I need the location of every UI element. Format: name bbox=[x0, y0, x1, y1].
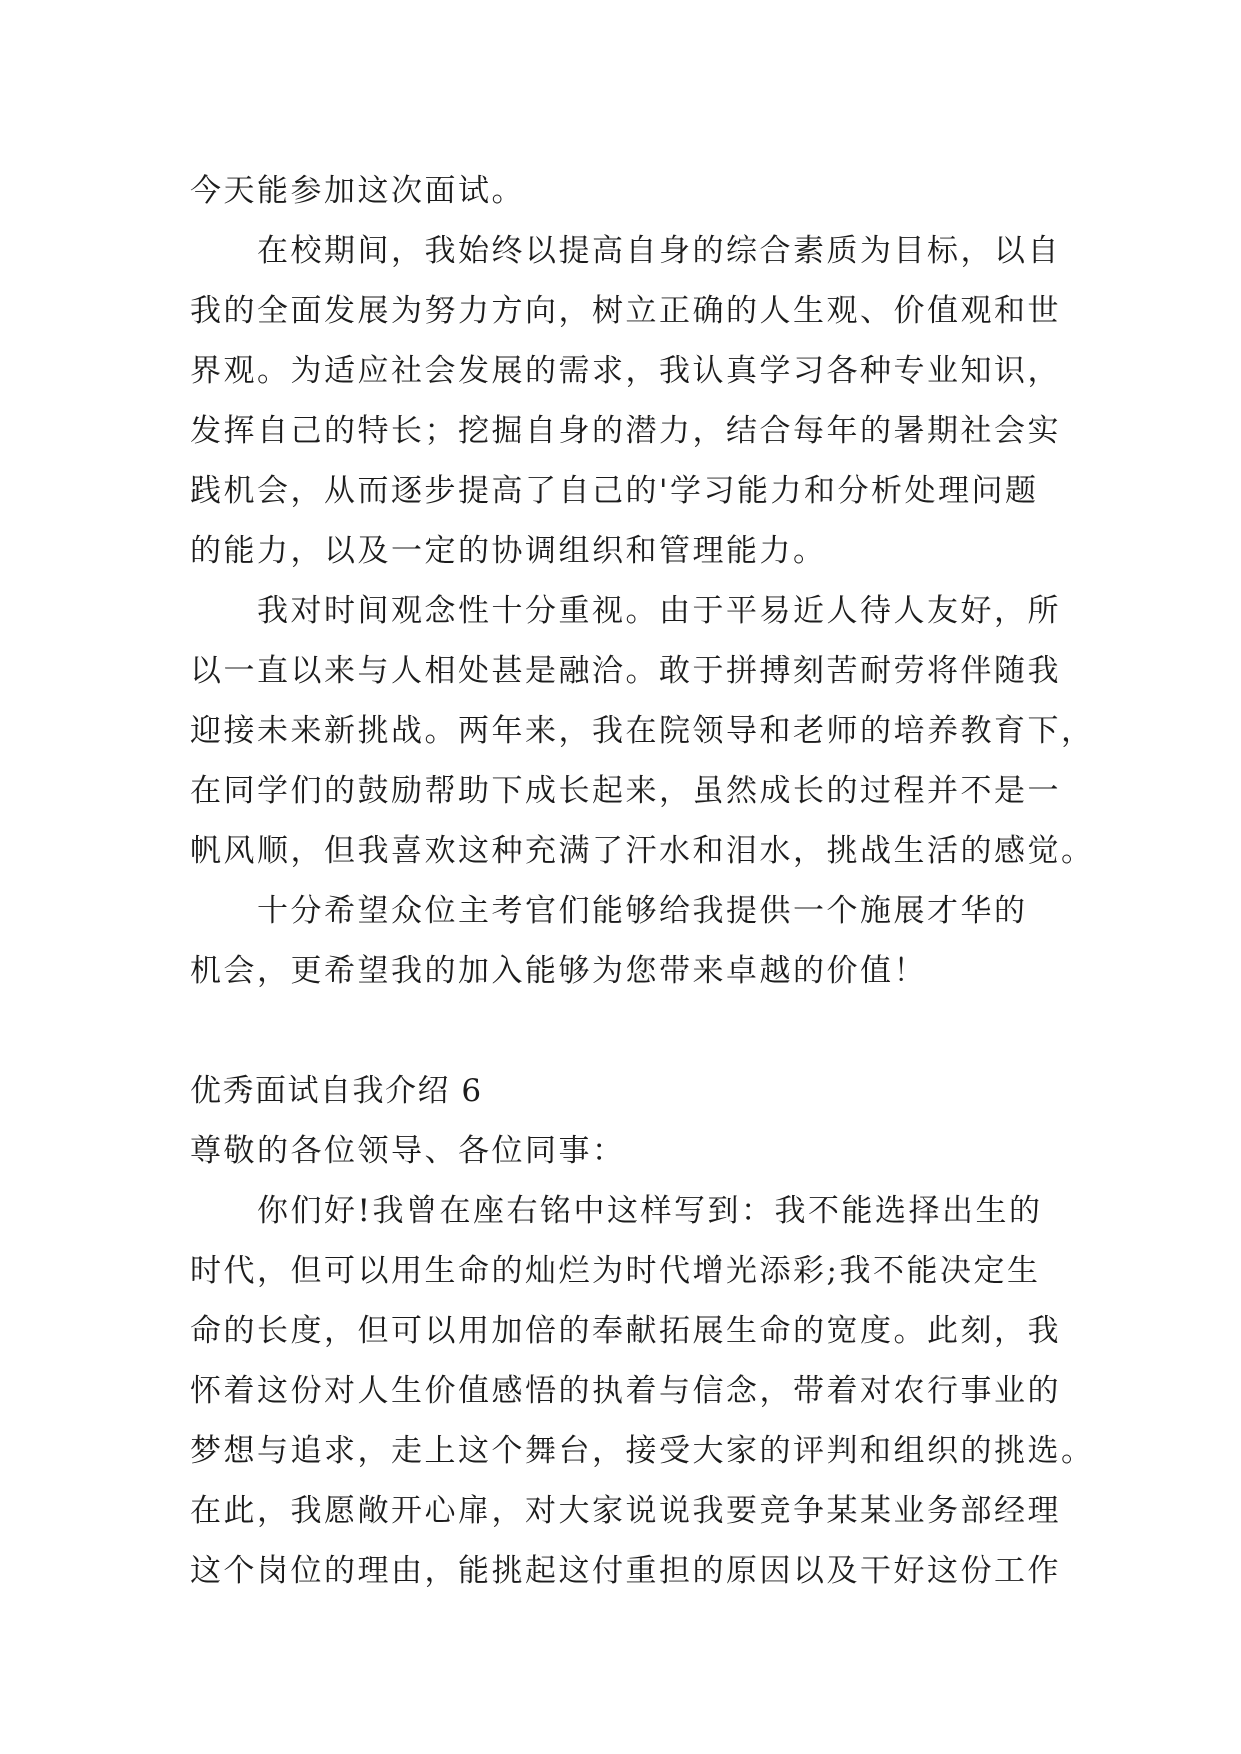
text-line: 在校期间，我始终以提高自身的综合素质为目标，以自 bbox=[190, 233, 1061, 269]
text-line: 界观。为适应社会发展的需求，我认真学习各种专业知识， bbox=[190, 353, 1061, 389]
text-line: 践机会，从而逐步提高了自己的'学习能力和分析处理问题 bbox=[190, 473, 1039, 509]
text-line: 我对时间观念性十分重视。由于平易近人待人友好，所 bbox=[190, 593, 1061, 629]
text-line: 今天能参加这次面试。 bbox=[190, 173, 525, 209]
text-line: 我的全面发展为努力方向，树立正确的人生观、价值观和世 bbox=[190, 293, 1061, 329]
text-line: 命的长度，但可以用加倍的奉献拓展生命的宽度。此刻，我 bbox=[190, 1313, 1061, 1349]
text-line: 十分希望众位主考官们能够给我提供一个施展才华的 bbox=[190, 893, 1028, 929]
text-line: 时代，但可以用生命的灿烂为时代增光添彩;我不能决定生 bbox=[190, 1253, 1041, 1289]
section-spacer bbox=[190, 1001, 1050, 1061]
text-line: 怀着这份对人生价值感悟的执着与信念，带着对农行事业的 bbox=[190, 1373, 1061, 1409]
text-line: 帆风顺，但我喜欢这种充满了汗水和泪水，挑战生活的感觉。 bbox=[190, 833, 1095, 869]
text-line: 这个岗位的理由，能挑起这付重担的原因以及干好这份工作 bbox=[190, 1553, 1061, 1589]
text-line: 梦想与追求，走上这个舞台，接受大家的评判和组织的挑选。 bbox=[190, 1433, 1095, 1469]
text-line: 的能力，以及一定的协调组织和管理能力。 bbox=[190, 533, 827, 569]
text-line: 在同学们的鼓励帮助下成长起来，虽然成长的过程并不是一 bbox=[190, 773, 1061, 809]
text-line: 在此，我愿敞开心扉，对大家说说我要竞争某某业务部经理 bbox=[190, 1493, 1061, 1529]
section-heading: 优秀面试自我介绍 6 bbox=[190, 1073, 483, 1109]
text-line: 你们好!我曾在座右铭中这样写到：我不能选择出生的 bbox=[190, 1193, 1043, 1229]
text-line: 机会，更希望我的加入能够为您带来卓越的价值！ bbox=[190, 953, 927, 989]
text-line: 发挥自己的特长；挖掘自身的潜力，结合每年的暑期社会实 bbox=[190, 413, 1061, 449]
text-line: 迎接未来新挑战。两年来，我在院领导和老师的培养教育下， bbox=[190, 713, 1095, 749]
document-body bbox=[190, 161, 1095, 1601]
text-line: 以一直以来与人相处甚是融洽。敢于拼搏刻苦耐劳将伴随我 bbox=[190, 653, 1061, 689]
salutation-line: 尊敬的各位领导、各位同事： bbox=[190, 1133, 626, 1169]
